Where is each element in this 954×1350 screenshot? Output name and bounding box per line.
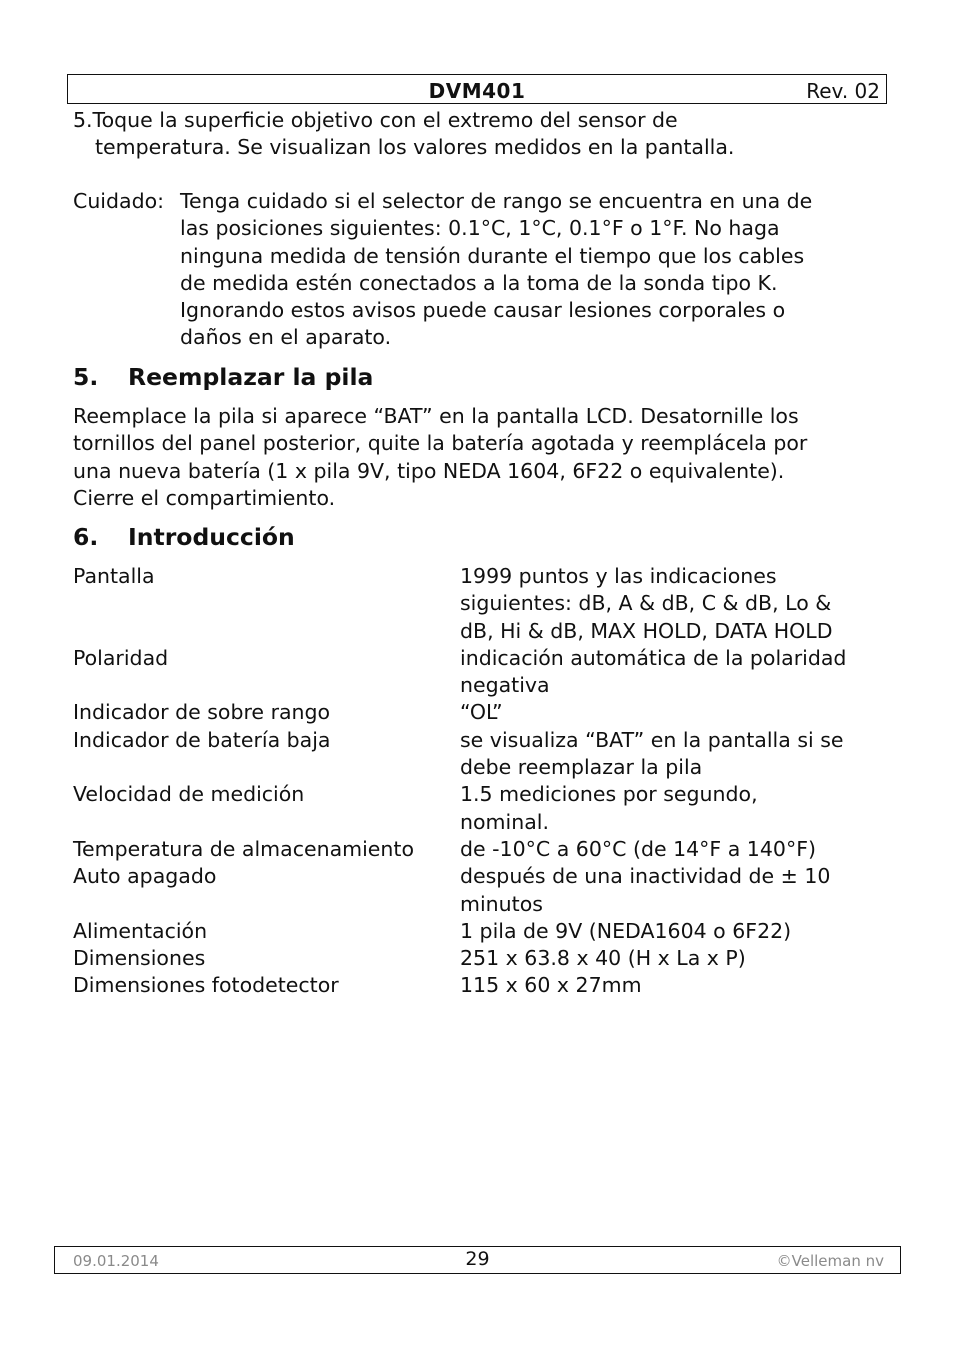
spec-key: Polaridad (73, 645, 169, 670)
caution-body (180, 188, 888, 352)
caution-line: Tenga cuidado si el selector de rango se encuentra en una de (180, 189, 813, 213)
caution-line: las posiciones siguientes: 0.1°C, 1°C, 0.1°F o 1°F. No haga (180, 216, 780, 241)
spec-value-line: de -10°C a 60°C (de 14°F a 140°F) (460, 836, 816, 861)
section-5-heading (73, 363, 373, 391)
section-5-paragraph (73, 403, 888, 512)
spec-value-line: minutos (460, 891, 543, 916)
spec-row (73, 781, 893, 836)
section-title: Introducción (128, 523, 295, 551)
spec-value (460, 563, 890, 645)
page-number: 29 (465, 1248, 490, 1270)
spec-value-line: 1.5 mediciones por segundo, (460, 782, 758, 807)
spec-key: Velocidad de medición (73, 782, 305, 807)
spec-value-line: nominal. (460, 809, 549, 834)
model-name: DVM401 (428, 79, 526, 103)
spec-value (460, 727, 890, 782)
spec-row (73, 699, 893, 726)
step-5 (73, 107, 888, 162)
spec-value-line: “OL” (460, 700, 503, 725)
paragraph-line: Reemplace la pila si aparece “BAT” en la pantalla LCD. Desatornille los (73, 404, 799, 428)
spec-row (73, 563, 893, 645)
footer-copyright: ©Velleman nv (776, 1252, 884, 1270)
spec-row (73, 645, 893, 700)
spec-key: Dimensiones (73, 946, 206, 971)
caution-label: Cuidado: (73, 189, 165, 213)
spec-value (460, 836, 890, 863)
spec-key: Dimensiones fotodetector (73, 973, 339, 998)
footer-date: 09.01.2014 (73, 1252, 159, 1270)
caution-line: de medida estén conectados a la toma de la sonda tipo K. (180, 270, 778, 295)
caution-line: ninguna medida de tensión durante el tiempo que los cables (180, 243, 805, 268)
caution-note (73, 188, 888, 352)
spec-value-line: 251 x 63.8 x 40 (H x La x P) (460, 946, 746, 971)
paragraph-line: tornillos del panel posterior, quite la batería agotada y reemplácela por (73, 431, 808, 456)
spec-value-line: negativa (460, 673, 550, 698)
spec-value-line: 1999 puntos y las indicaciones (460, 564, 777, 588)
spec-row (73, 863, 893, 918)
step-5-line: temperatura. Se visualizan los valores medidos en la pantalla. (95, 135, 735, 160)
spec-key: Alimentación (73, 918, 208, 943)
spec-value-line: después de una inactividad de ± 10 (460, 864, 831, 889)
spec-row (73, 918, 893, 945)
spec-key: Auto apagado (73, 864, 217, 889)
spec-value-line: debe reemplazar la pila (460, 755, 703, 780)
spec-key: Temperatura de almacenamiento (73, 836, 414, 861)
spec-value (460, 863, 890, 918)
revision: Rev. 02 (806, 79, 880, 103)
spec-row (73, 945, 893, 972)
caution-line: daños en el aparato. (180, 325, 392, 350)
step-5-line: 5.Toque la superficie objetivo con el extremo del sensor de (73, 108, 678, 132)
spec-value (460, 945, 890, 972)
caution-line: Ignorando estos avisos puede causar lesiones corporales o (180, 298, 786, 323)
paragraph-line: una nueva batería (1 x pila 9V, tipo NEDA 1604, 6F22 o equivalente). (73, 458, 785, 483)
spec-value (460, 645, 890, 700)
paragraph-line: Cierre el compartimiento. (73, 485, 336, 510)
spec-row (73, 727, 893, 782)
spec-key: Indicador de sobre rango (73, 700, 331, 725)
spec-value (460, 699, 890, 726)
spec-value-line: 1 pila de 9V (NEDA1604 o 6F22) (460, 918, 792, 943)
page-header (67, 74, 887, 104)
spec-value-line: siguientes: dB, A & dB, C & dB, Lo & (460, 591, 832, 616)
section-6-heading (73, 523, 295, 551)
section-number: 6. (73, 523, 99, 551)
spec-value (460, 972, 890, 999)
spec-row (73, 972, 893, 999)
section-title: Reemplazar la pila (128, 363, 374, 391)
spec-value-line: 115 x 60 x 27mm (460, 973, 642, 998)
spec-value-line: dB, Hi & dB, MAX HOLD, DATA HOLD (460, 618, 833, 643)
spec-value (460, 918, 890, 945)
spec-value (460, 781, 890, 836)
spec-table (73, 563, 893, 1000)
section-number: 5. (73, 363, 99, 391)
spec-key: Indicador de batería baja (73, 727, 331, 752)
spec-key: Pantalla (73, 564, 155, 588)
spec-value-line: indicación automática de la polaridad (460, 645, 847, 670)
spec-value-line: se visualiza “BAT” en la pantalla si se (460, 727, 844, 752)
page-footer (54, 1246, 901, 1274)
spec-row (73, 836, 893, 863)
